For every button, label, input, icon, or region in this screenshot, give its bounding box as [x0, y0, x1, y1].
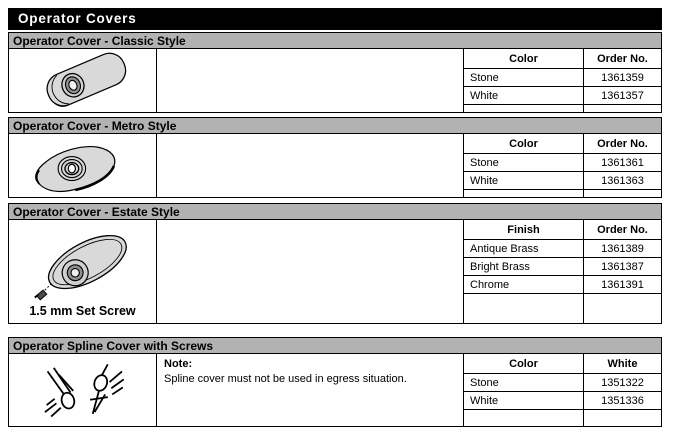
estate-cover-illustration-icon [18, 226, 148, 304]
classic-order-table [464, 49, 661, 112]
column-header-order-no: Order No. [597, 52, 648, 65]
spline-note-cell [157, 354, 464, 426]
order-no-value: 1361357 [601, 89, 644, 102]
color-value: Stone [464, 69, 584, 86]
color-value: White [464, 172, 584, 189]
note-text: Spline cover must not be used in egress situation. [164, 373, 407, 385]
metro-cover-illustration-icon [21, 136, 145, 196]
section-header: Operator Cover - Metro Style [8, 117, 662, 134]
color-value: White [464, 392, 584, 409]
section-header: Operator Cover - Estate Style [8, 203, 662, 220]
section-spline-cover [8, 337, 662, 427]
table-row [464, 87, 661, 105]
table-row [464, 172, 661, 190]
column-header-order-no: Order No. [597, 137, 648, 150]
spline-cover-image-cell [9, 354, 157, 426]
finish-value: Chrome [464, 276, 584, 293]
order-no-value: 1361387 [601, 260, 644, 273]
column-header-white: White [607, 357, 638, 370]
column-header-color: Color [464, 49, 584, 68]
section-classic-style [8, 32, 662, 113]
classic-cover-illustration-icon [21, 51, 145, 111]
metro-order-table [464, 134, 661, 197]
table-header-row [464, 134, 661, 154]
order-no-value: 1361391 [601, 278, 644, 291]
spline-cover-illustration-icon [28, 359, 138, 421]
column-header-color: Color [464, 134, 584, 153]
table-row [464, 154, 661, 172]
table-row [464, 258, 661, 276]
table-header-row [464, 354, 661, 374]
order-no-value: 1351336 [601, 394, 644, 407]
metro-description-cell [157, 134, 464, 197]
table-row [464, 374, 661, 392]
table-row [464, 240, 661, 258]
order-no-value: 1351322 [601, 376, 644, 389]
table-header-row [464, 220, 661, 240]
section-metro-style [8, 117, 662, 198]
metro-cover-image-cell [9, 134, 157, 197]
section-estate-style [8, 203, 662, 324]
section-header: Operator Spline Cover with Screws [8, 337, 662, 354]
table-row [464, 69, 661, 87]
note-title: Note: [164, 358, 193, 370]
table-row [464, 392, 661, 410]
finish-value: Antique Brass [464, 240, 584, 257]
estate-cover-image-cell [9, 220, 157, 323]
color-value: White [464, 87, 584, 104]
finish-value: Bright Brass [464, 258, 584, 275]
order-no-value: 1361361 [601, 156, 644, 169]
table-row [464, 276, 661, 294]
classic-description-cell [157, 49, 464, 112]
page-title: Operator Covers [8, 8, 662, 30]
column-header-finish: Finish [464, 220, 584, 239]
classic-cover-image-cell [9, 49, 157, 112]
order-no-value: 1361359 [601, 71, 644, 84]
table-header-row [464, 49, 661, 69]
estate-order-table [464, 220, 661, 323]
set-screw-caption: 1.5 mm Set Screw [29, 304, 136, 318]
column-header-color: Color [464, 354, 584, 373]
column-header-order-no: Order No. [597, 223, 648, 236]
color-value: Stone [464, 374, 584, 391]
order-no-value: 1361389 [601, 242, 644, 255]
section-header: Operator Cover - Classic Style [8, 32, 662, 49]
catalog-page [8, 8, 662, 427]
color-value: Stone [464, 154, 584, 171]
estate-description-cell [157, 220, 464, 323]
order-no-value: 1361363 [601, 174, 644, 187]
spline-order-table [464, 354, 661, 426]
